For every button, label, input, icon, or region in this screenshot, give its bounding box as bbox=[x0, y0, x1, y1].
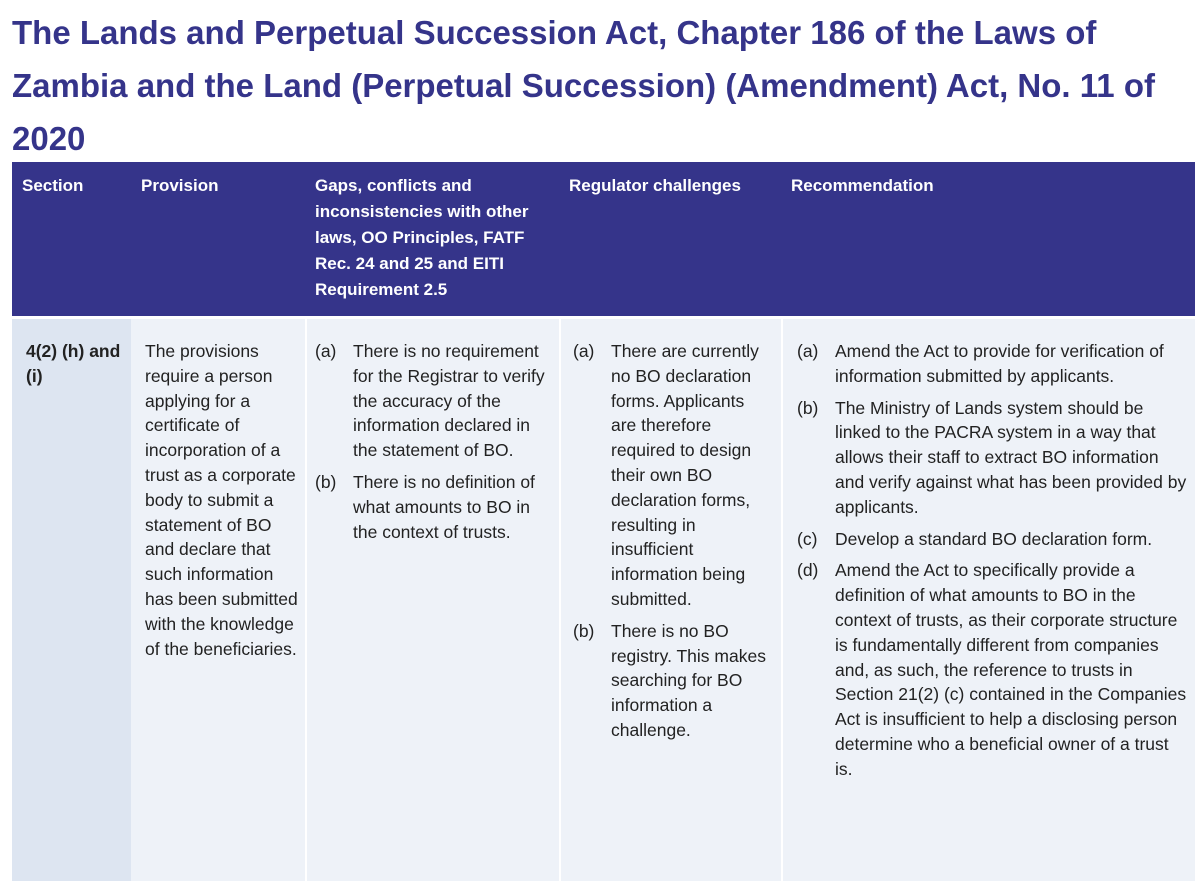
item-text: Amend the Act to specifically provide a definition of what amounts to BO in the context of trusts, as their corporate structure is fundamentally different from companies and, as such, the reference to trusts in Section 21(2) (c) contained in the Companies Act is insufficient to help a disclosing person determine who a beneficial owner of a trust is. bbox=[835, 560, 1187, 779]
item-text: There are currently no BO declaration forms. Applicants are therefore required to design their own BO declaration forms, resulting in insufficient information being submitted. bbox=[611, 341, 759, 609]
item-text: There is no requirement for the Registrar to verify the accuracy of the information declared in the statement of BO. bbox=[353, 341, 545, 461]
item-marker: (a) bbox=[797, 341, 819, 361]
item-marker: (a) bbox=[573, 341, 595, 361]
analysis-table bbox=[12, 162, 1195, 881]
list-item bbox=[573, 619, 773, 743]
item-text: Amend the Act to provide for verification of information submitted by applicants. bbox=[835, 341, 1164, 386]
item-marker: (b) bbox=[315, 471, 337, 492]
item-text: The Ministry of Lands system should be linked to the PACRA system in a way that allows their staff to extract BO information and verify against what has been provided by applicants. bbox=[835, 397, 1187, 517]
list-item bbox=[797, 396, 1187, 520]
item-marker: (b) bbox=[797, 397, 819, 418]
item-text: Develop a standard BO declaration form. bbox=[835, 528, 1153, 549]
header-gaps: Gaps, conflicts and inconsistencies with other laws, OO Principles, FATF Rec. 24 and 25 and EITI Requirement 2.5 bbox=[305, 162, 559, 316]
list-item bbox=[797, 527, 1187, 552]
item-marker: (b) bbox=[573, 620, 595, 641]
cell-provision: The provisions require a person applying for a certificate of incorporation of a trust as a corporate body to submit a statement of BO and declare that such information has been submitted with the knowledge of the beneficiaries. bbox=[131, 319, 305, 881]
cell-section: 4(2) (h) and (i) bbox=[12, 319, 131, 881]
list-item bbox=[573, 339, 773, 612]
list-item bbox=[315, 470, 551, 544]
item-marker: (d) bbox=[797, 560, 819, 581]
list-item bbox=[797, 558, 1187, 781]
list-item bbox=[315, 339, 551, 463]
item-marker: (a) bbox=[315, 341, 337, 361]
document-title: The Lands and Perpetual Succession Act, Chapter 186 of the Laws of Zambia and the Land (Perpetual Succession) (Amendment) Act, No. 11 of 2020 bbox=[12, 14, 1155, 157]
cell-regulator-challenges bbox=[559, 319, 781, 881]
item-text: There is no definition of what amounts to BO in the context of trusts. bbox=[353, 471, 535, 542]
item-marker: (c) bbox=[797, 528, 818, 549]
cell-recommendation bbox=[781, 319, 1195, 881]
header-recommendation: Recommendation bbox=[781, 162, 1195, 316]
cell-gaps bbox=[305, 319, 559, 881]
list-item bbox=[797, 339, 1187, 389]
item-text: There is no BO registry. This makes searching for BO information a challenge. bbox=[611, 620, 766, 740]
header-regulator-challenges: Regulator challenges bbox=[559, 162, 781, 316]
header-provision: Provision bbox=[131, 162, 305, 316]
header-section: Section bbox=[12, 162, 131, 316]
